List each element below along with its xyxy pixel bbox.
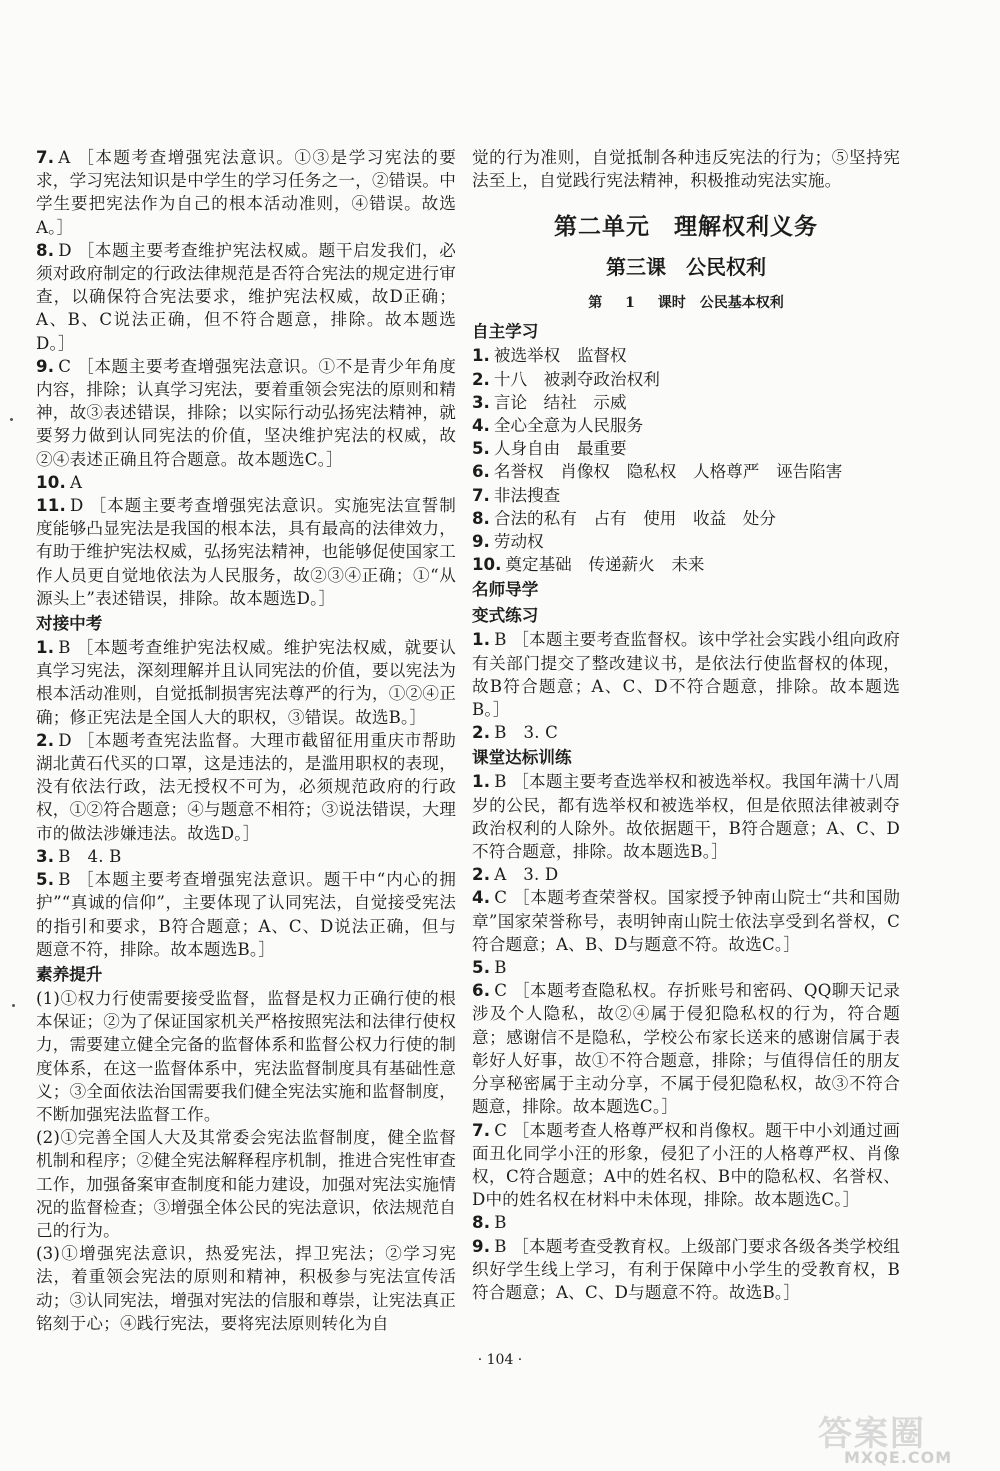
section-heading-ketang: 课堂达标训练 [472, 748, 572, 768]
list-item: 6. 名誉权 肖像权 隐私权 人格尊严 诬告陷害 [472, 462, 843, 482]
list-item: 3. 言论 结社 示威 [472, 392, 627, 412]
right-column [472, 146, 900, 1327]
answer-item: 7. A ［本题考查增强宪法意识。①③是学习宪法的要求，学习宪法知识是中学生的学习任务之一，②错误。中学生要把宪法作为自己的根本活动准则，④错误。故选A。］ [36, 148, 456, 237]
answer-item: 9. B ［本题考查受教育权。上级部门要求各级各类学校组织好学生线上学习，有利于保障中小学生的受教育权，B符合题意；A、C、D与题意不符。故选B。］ [472, 1236, 900, 1302]
answer-item [472, 1304, 900, 1327]
answer-item: 5. B [472, 958, 507, 978]
list-item: 10. 奠定基础 传递薪火 未来 [472, 555, 705, 575]
answer-item: 2. B 3. C [472, 723, 559, 743]
suyang-paragraph: (1)①权力行使需要接受监督，监督是权力正确行使的根本保证；②为了保证国家机关严格按照宪法和法律行使权力，需要建立健全完备的监督体系和监督公权力行使的制度体系，在这一监督体系中，宪法监督制度具有基础性意义；③全面依法治国需要我们健全宪法实施和监督制度，不断加强宪法监督工作。 [36, 988, 456, 1124]
speck-mark [12, 1004, 15, 1007]
answer-item: 10. A [36, 472, 83, 492]
watermark-logo: 答案圈 [818, 1414, 926, 1454]
watermark-url: MXQE.COM [844, 1448, 953, 1467]
answers-group-1 [36, 146, 456, 610]
bianshi-list [472, 628, 900, 744]
list-item: 7. 非法搜查 [472, 485, 561, 505]
section-heading-mingshi: 名师导学 [472, 580, 539, 600]
lesson-title: 第三课 公民权利 [606, 255, 766, 280]
answer-item: 1. B ［本题主要考查监督权。该中学社会实践小组向政府有关部门提交了整改建议书，是依法行使监督权的体现，故B符合题意；A、C、D不符合题意，排除。故本题选B。］ [472, 630, 900, 720]
answer-item: 3. B 4. B [36, 846, 122, 866]
page-number: · 104 · [477, 1352, 523, 1368]
list-item: 1. 被选举权 监督权 [472, 346, 627, 366]
watermark [808, 1406, 988, 1466]
section-heading-suyang: 素养提升 [36, 964, 103, 984]
list-item: 4. 全心全意为人民服务 [472, 416, 644, 436]
answer-item: 11. D ［本题主要考查增强宪法意识。实施宪法宣誓制度能够凸显宪法是我国的根本法，具有最高的法律效力，有助于维护宪法权威，弘扬宪法精神，也能够促使国家工作人员更自觉地依法为人民服务，故②③④正确；①“从源头上”表述错误，排除。故本题选D。］ [36, 496, 456, 608]
list-item: 5. 人身自由 最重要 [472, 439, 627, 459]
speck-mark [10, 418, 13, 421]
answer-item: 5. B ［本题主要考查增强宪法意识。题干中“内心的拥护”“真诚的信仰”，主要体现了认同宪法，自觉接受宪法的指引和要求，B符合题意；A、C、D说法正确，但与题意不符，排除。故本题选B。］ [36, 870, 456, 959]
answer-item: 9. C ［本题主要考查增强宪法意识。①不是青少年角度内容，排除；认真学习宪法，要着重领会宪法的原则和精神，故③表述错误，排除；以实际行动弘扬宪法精神，就要努力做到认同宪法的价值，坚决维护宪法的权威，故②④表述正确且符合题意。故本题选C。］ [36, 356, 456, 469]
list-item: 9. 劳动权 [472, 532, 544, 552]
suyang-paragraph: (2)①完善全国人大及其常委会宪法监督制度，健全监督机制和程序；②健全宪法解释程序机制，推进合宪性审查工作，加强备案审查制度和能力建设，加强对宪法实施情况的监督检查；③增强全体公民的宪法意识，依法规范自己的行为。 [36, 1128, 456, 1240]
answer-item: 1. B ［本题考查维护宪法权威。维护宪法权威，就要认真学习宪法，深刻理解并且认同宪法的价值，要以宪法为根本活动准则，自觉抵制损害宪法尊严的行为，①②④正确；修正宪法是全国人大的职权，③错误。故选B。］ [36, 638, 456, 727]
answer-item: 7. C ［本题考查人格尊严权和肖像权。题干中小刘通过画面丑化同学小汪的形象，侵犯了小汪的人格尊严权、肖像权，C符合题意；A中的姓名权、B中的隐私权、名誉权、D中的姓名权在材料中未体现，排除。故本题选C。］ [472, 1120, 900, 1210]
period-title: 第 1 课时 公民基本权利 [588, 295, 784, 312]
continued-text: 觉的行为准则，自觉抵制各种违反宪法的行为；⑤坚持宪法至上，自觉践行宪法精神，积极推动宪法实施。 [472, 148, 900, 191]
answer-item: 2. A 3. D [472, 865, 559, 885]
answers-group-2 [36, 636, 456, 961]
zizhu-list [472, 344, 900, 576]
unit-title: 第二单元 理解权利义务 [554, 214, 818, 241]
ketang-list [472, 770, 900, 1327]
section-heading-zhongkao: 对接中考 [36, 614, 103, 634]
left-column [36, 146, 456, 1335]
answer-item: 8. D ［本题主要考查维护宪法权威。题干启发我们，必须对政府制定的行政法律规范是否符合宪法的规定进行审查，以确保符合宪法要求，维护宪法权威，故D正确；A、B、C说法正确，但不符合题意，排除。故本题选D。］ [36, 240, 456, 353]
answer-item: 2. D ［本题考查宪法监督。大理市截留征用重庆市帮助湖北黄石代买的口罩，这是违法的，是滥用职权的表现，没有依法行政，法无授权不可为，必须规范政府的行政权，①②符合题意；④与题意不相符；③说法错误，大理市的做法涉嫌违法。故选D。］ [36, 730, 456, 843]
answer-item: 4. C ［本题考查荣誉权。国家授予钟南山院士“共和国勋章”国家荣誉称号，表明钟南山院士依法享受到名誉权，C符合题意；A、B、D与题意不符。故选C。］ [472, 888, 900, 954]
section-heading-bianshi: 变式练习 [472, 606, 539, 626]
suyang-paragraph: (3)①增强宪法意识，热爱宪法，捍卫宪法；②学习宪法，着重领会宪法的原则和精神，积极参与宪法宣传活动；③认同宪法，增强对宪法的信服和尊崇，让宪法真正铭刻于心；④践行宪法，要将宪法原则转化为自 [36, 1244, 456, 1333]
answer-item: 8. B [472, 1213, 507, 1233]
answer-item: 6. C ［本题考查隐私权。存折账号和密码、QQ聊天记录涉及个人隐私，故②④属于侵犯隐私权的行为，符合题意；感谢信不是隐私，学校公布家长送来的感谢信属于表彰好人好事，故①不符合题意，排除；与值得信任的朋友分享秘密属于主动分享，不属于侵犯隐私权，故③不符合题意，排除。故本题选C。］ [472, 981, 900, 1117]
answer-item: 1. B ［本题主要考查选举权和被选举权。我国年满十八周岁的公民，都有选举权和被选举权，但是依照法律被剥夺政治权利的人除外。故依据题干，B符合题意；A、C、D不符合题意，排除。故本题选B。］ [472, 772, 900, 862]
list-item: 2. 十八 被剥夺政治权利 [472, 369, 660, 389]
list-item: 8. 合法的私有 占有 使用 收益 处分 [472, 508, 776, 528]
section-heading-zizhu: 自主学习 [472, 322, 539, 342]
